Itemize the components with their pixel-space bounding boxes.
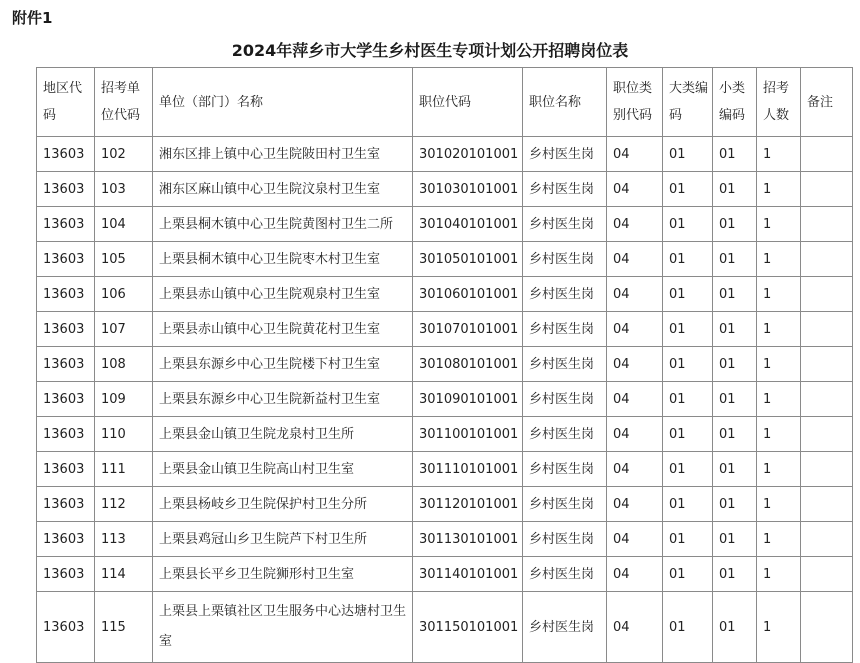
cell-region-code: 13603 [37,452,95,487]
cell-unit-code: 105 [95,242,153,277]
cell-unit-code: 109 [95,382,153,417]
cell-minor-code: 01 [713,417,757,452]
cell-major-code: 01 [663,522,713,557]
cell-category-code: 04 [607,557,663,592]
cell-position-name: 乡村医生岗 [523,277,607,312]
cell-unit-name: 上栗县长平乡卫生院狮形村卫生室 [153,557,413,592]
cell-major-code: 01 [663,452,713,487]
cell-position-name: 乡村医生岗 [523,207,607,242]
table-row [37,207,853,242]
cell-unit-name: 上栗县上栗镇社区卫生服务中心达塘村卫生室 [153,592,413,663]
table-row [37,382,853,417]
cell-unit-name: 上栗县桐木镇中心卫生院枣木村卫生室 [153,242,413,277]
page-title: 2024年萍乡市大学生乡村医生专项计划公开招聘岗位表 [231,41,629,60]
column-header-position-name: 职位名称 [523,68,607,137]
cell-unit-name: 湘东区麻山镇中心卫生院汶泉村卫生室 [153,172,413,207]
cell-region-code: 13603 [37,172,95,207]
cell-category-code: 04 [607,172,663,207]
table-row [37,487,853,522]
cell-region-code: 13603 [37,242,95,277]
cell-note [801,557,853,592]
cell-position-code: 301060101001 [413,277,523,312]
cell-minor-code: 01 [713,557,757,592]
column-header-unit-name: 单位（部门）名称 [153,68,413,137]
cell-category-code: 04 [607,277,663,312]
cell-minor-code: 01 [713,347,757,382]
cell-major-code: 01 [663,557,713,592]
cell-count: 1 [757,137,801,172]
cell-major-code: 01 [663,312,713,347]
column-header-major-code: 大类编码 [663,68,713,137]
cell-note [801,592,853,663]
cell-unit-name: 上栗县桐木镇中心卫生院黄图村卫生二所 [153,207,413,242]
cell-category-code: 04 [607,207,663,242]
cell-position-name: 乡村医生岗 [523,172,607,207]
cell-note [801,277,853,312]
cell-major-code: 01 [663,172,713,207]
cell-position-name: 乡村医生岗 [523,522,607,557]
column-header-count: 招考人数 [757,68,801,137]
cell-minor-code: 01 [713,592,757,663]
cell-unit-name: 上栗县东源乡中心卫生院楼下村卫生室 [153,347,413,382]
cell-minor-code: 01 [713,487,757,522]
cell-position-code: 301070101001 [413,312,523,347]
table-row [37,277,853,312]
cell-count: 1 [757,382,801,417]
cell-position-name: 乡村医生岗 [523,487,607,522]
cell-region-code: 13603 [37,417,95,452]
cell-category-code: 04 [607,522,663,557]
cell-unit-code: 106 [95,277,153,312]
cell-count: 1 [757,312,801,347]
cell-count: 1 [757,592,801,663]
cell-count: 1 [757,487,801,522]
cell-count: 1 [757,347,801,382]
cell-major-code: 01 [663,207,713,242]
cell-position-name: 乡村医生岗 [523,137,607,172]
table-row [37,557,853,592]
cell-minor-code: 01 [713,312,757,347]
cell-category-code: 04 [607,382,663,417]
cell-minor-code: 01 [713,207,757,242]
table-row [37,172,853,207]
cell-unit-name: 上栗县赤山镇中心卫生院观泉村卫生室 [153,277,413,312]
cell-category-code: 04 [607,312,663,347]
table-row [37,312,853,347]
table-row [37,452,853,487]
cell-unit-name: 上栗县金山镇卫生院高山村卫生室 [153,452,413,487]
cell-category-code: 04 [607,452,663,487]
cell-position-name: 乡村医生岗 [523,592,607,663]
cell-category-code: 04 [607,417,663,452]
column-header-region-code: 地区代码 [37,68,95,137]
cell-region-code: 13603 [37,557,95,592]
cell-note [801,172,853,207]
cell-note [801,242,853,277]
cell-minor-code: 01 [713,242,757,277]
cell-major-code: 01 [663,382,713,417]
cell-category-code: 04 [607,592,663,663]
cell-region-code: 13603 [37,312,95,347]
cell-position-code: 301040101001 [413,207,523,242]
cell-count: 1 [757,522,801,557]
cell-count: 1 [757,242,801,277]
cell-unit-name: 湘东区排上镇中心卫生院陂田村卫生室 [153,137,413,172]
cell-position-code: 301140101001 [413,557,523,592]
cell-unit-code: 115 [95,592,153,663]
cell-unit-code: 104 [95,207,153,242]
cell-unit-name: 上栗县赤山镇中心卫生院黄花村卫生室 [153,312,413,347]
cell-minor-code: 01 [713,277,757,312]
column-header-minor-code: 小类编码 [713,68,757,137]
cell-major-code: 01 [663,137,713,172]
cell-count: 1 [757,207,801,242]
table-row [37,137,853,172]
cell-major-code: 01 [663,347,713,382]
cell-note [801,452,853,487]
cell-position-code: 301110101001 [413,452,523,487]
cell-unit-name: 上栗县杨岐乡卫生院保护村卫生分所 [153,487,413,522]
cell-count: 1 [757,452,801,487]
cell-unit-code: 112 [95,487,153,522]
cell-region-code: 13603 [37,382,95,417]
cell-major-code: 01 [663,487,713,522]
cell-major-code: 01 [663,242,713,277]
cell-note [801,382,853,417]
cell-unit-code: 113 [95,522,153,557]
cell-unit-code: 102 [95,137,153,172]
column-header-category-code: 职位类别代码 [607,68,663,137]
cell-position-name: 乡村医生岗 [523,242,607,277]
cell-unit-code: 111 [95,452,153,487]
column-header-unit-code: 招考单位代码 [95,68,153,137]
table-header-row [37,68,853,137]
table-row [37,347,853,382]
cell-position-code: 301120101001 [413,487,523,522]
cell-unit-name: 上栗县鸡冠山乡卫生院芦下村卫生所 [153,522,413,557]
cell-position-name: 乡村医生岗 [523,382,607,417]
cell-category-code: 04 [607,137,663,172]
cell-category-code: 04 [607,242,663,277]
cell-minor-code: 01 [713,137,757,172]
cell-minor-code: 01 [713,382,757,417]
cell-note [801,487,853,522]
table-row [37,417,853,452]
cell-position-code: 301100101001 [413,417,523,452]
cell-position-code: 301150101001 [413,592,523,663]
cell-region-code: 13603 [37,522,95,557]
cell-unit-code: 114 [95,557,153,592]
cell-region-code: 13603 [37,592,95,663]
cell-position-code: 301130101001 [413,522,523,557]
table-row [37,242,853,277]
table-row [37,592,853,663]
cell-position-name: 乡村医生岗 [523,347,607,382]
recruitment-table [36,67,853,663]
cell-region-code: 13603 [37,347,95,382]
cell-count: 1 [757,557,801,592]
cell-count: 1 [757,417,801,452]
cell-note [801,417,853,452]
cell-position-code: 301030101001 [413,172,523,207]
column-header-position-code: 职位代码 [413,68,523,137]
cell-category-code: 04 [607,347,663,382]
cell-count: 1 [757,172,801,207]
table-row [37,522,853,557]
cell-major-code: 01 [663,417,713,452]
cell-position-name: 乡村医生岗 [523,312,607,347]
cell-position-name: 乡村医生岗 [523,557,607,592]
cell-region-code: 13603 [37,137,95,172]
cell-position-name: 乡村医生岗 [523,452,607,487]
column-header-note: 备注 [801,68,853,137]
cell-count: 1 [757,277,801,312]
cell-minor-code: 01 [713,522,757,557]
cell-region-code: 13603 [37,277,95,312]
cell-note [801,312,853,347]
cell-note [801,207,853,242]
cell-unit-code: 103 [95,172,153,207]
cell-unit-code: 108 [95,347,153,382]
cell-major-code: 01 [663,277,713,312]
cell-position-code: 301020101001 [413,137,523,172]
cell-unit-name: 上栗县东源乡中心卫生院新益村卫生室 [153,382,413,417]
cell-unit-name: 上栗县金山镇卫生院龙泉村卫生所 [153,417,413,452]
cell-major-code: 01 [663,592,713,663]
cell-unit-code: 107 [95,312,153,347]
cell-position-code: 301050101001 [413,242,523,277]
cell-note [801,347,853,382]
cell-position-code: 301080101001 [413,347,523,382]
cell-unit-code: 110 [95,417,153,452]
cell-minor-code: 01 [713,172,757,207]
attachment-label: 附件1 [12,9,53,27]
cell-position-code: 301090101001 [413,382,523,417]
cell-category-code: 04 [607,487,663,522]
cell-region-code: 13603 [37,207,95,242]
cell-minor-code: 01 [713,452,757,487]
cell-position-name: 乡村医生岗 [523,417,607,452]
cell-region-code: 13603 [37,487,95,522]
cell-note [801,137,853,172]
cell-note [801,522,853,557]
